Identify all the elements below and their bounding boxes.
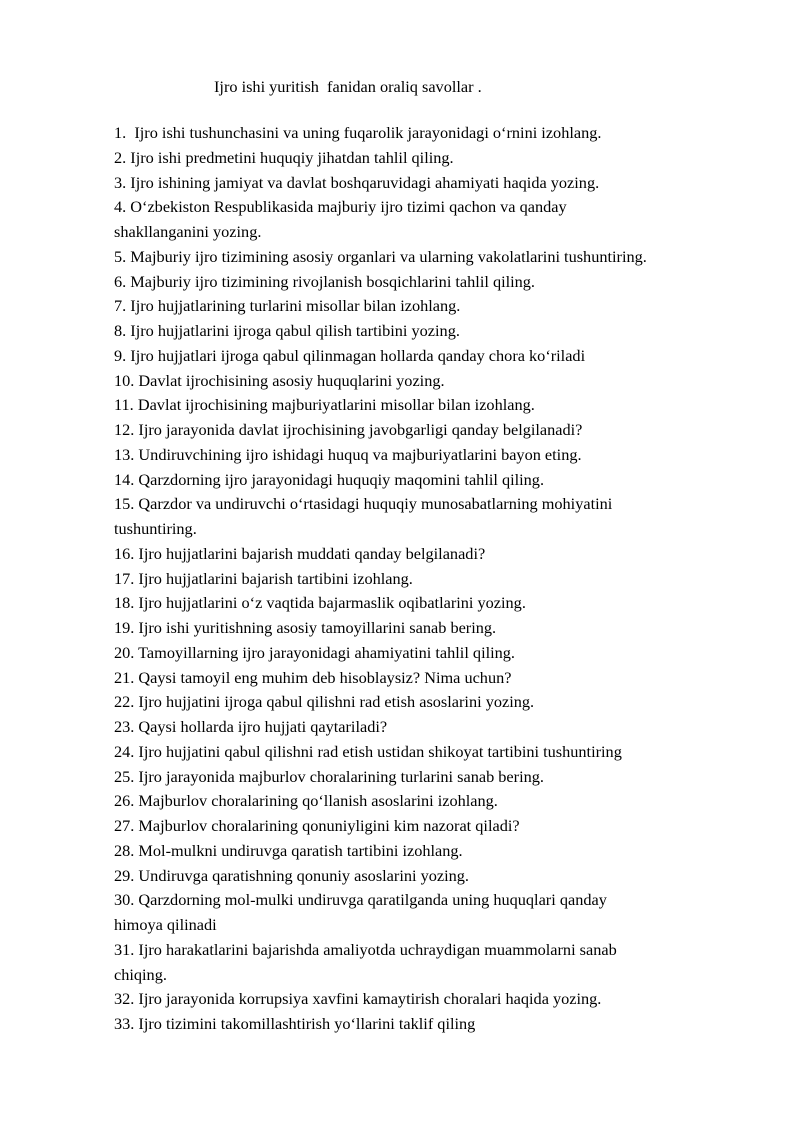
question-item: 8. Ijro hujjatlarini ijroga qabul qilish tartibini yozing. [114,321,460,340]
question-item: 18. Ijro hujjatlarini o‘z vaqtida bajarmaslik oqibatlarini yozing. [114,593,526,613]
question-item: 20. Tamoyillarning ijro jarayonidagi ahamiyatini tahlil qiling. [114,642,515,662]
question-item: 25. Ijro jarayonida majburlov choralarining turlarini sanab bering. [114,766,544,786]
question-item: 5. Majburiy ijro tizimining asosiy organlari va ularning vakolatlarini tushuntiring. [114,246,647,266]
question-item: 21. Qaysi tamoyil eng muhim deb hisoblaysiz? Nima uchun? [114,667,512,687]
question-item: 12. Ijro jarayonida davlat ijrochisining javobgarligi qanday belgilanadi? [114,420,583,439]
question-item: 1. Ijro ishi tushunchasini va uning fuqarolik jarayonidagi o‘rnini izohlang. [114,123,602,142]
question-item: 23. Qaysi hollarda ijro hujjati qaytariladi? [114,717,388,736]
question-item: 6. Majburiy ijro tizimining rivojlanish bosqichlarini tahlil qiling. [114,271,536,291]
question-item: 4. O‘zbekiston Respublikasida majburiy ijro tizimi qachon va qanday shakllanganini yozing. [114,197,567,241]
question-item: 7. Ijro hujjatlarining turlarini misollar bilan izohlang. [114,296,461,316]
question-item: 3. Ijro ishining jamiyat va davlat boshqaruvidagi ahamiyati haqida yozing. [114,172,600,192]
question-item: 2. Ijro ishi predmetini huquqiy jihatdan tahlil qiling. [114,147,454,167]
question-item: 19. Ijro ishi yuritishning asosiy tamoyillarini sanab bering. [114,618,497,637]
question-list [114,121,754,1037]
question-item: 15. Qarzdor va undiruvchi o‘rtasidagi huquqiy munosabatlarning mohiyatini tushuntiring. [114,494,613,538]
question-item: 17. Ijro hujjatlarini bajarish tartibini izohlang. [114,568,413,588]
question-item: 9. Ijro hujjatlari ijroga qabul qilinmagan hollarda qanday chora ko‘riladi [114,345,586,365]
question-item: 29. Undiruvga qaratishning qonuniy asoslarini yozing. [114,865,469,885]
question-item: 26. Majburlov choralarining qo‘llanish asoslarini izohlang. [114,791,498,811]
question-item: 22. Ijro hujjatini ijroga qabul qilishni rad etish asoslarini yozing. [114,692,535,712]
question-item: 31. Ijro harakatlarini bajarishda amaliyotda uchraydigan muammolarni sanab chiqing. [114,939,617,984]
document-title: Ijro ishi yuritish fanidan oraliq savollar . [214,77,482,96]
question-item: 28. Mol-mulkni undiruvga qaratish tartibini izohlang. [114,840,463,860]
question-item: 13. Undiruvchining ijro ishidagi huquq va majburiyatlarini bayon eting. [114,444,582,464]
question-item: 10. Davlat ijrochisining asosiy huquqlarini yozing. [114,370,445,390]
question-item: 24. Ijro hujjatini qabul qilishni rad etish ustidan shikoyat tartibini tushuntiring [114,741,622,761]
question-item: 16. Ijro hujjatlarini bajarish muddati qanday belgilanadi? [114,543,486,563]
question-item: 27. Majburlov choralarining qonuniyligini kim nazorat qiladi? [114,816,520,835]
question-item: 14. Qarzdorning ijro jarayonidagi huquqiy maqomini tahlil qiling. [114,469,545,489]
question-item: 33. Ijro tizimini takomillashtirish yo‘llarini taklif qiling [114,1014,476,1033]
question-item: 30. Qarzdorning mol-mulki undiruvga qaratilganda uning huquqlari qanday himoya qilinadi [114,890,607,934]
question-item: 11. Davlat ijrochisining majburiyatlarini misollar bilan izohlang. [114,395,535,415]
question-item: 32. Ijro jarayonida korrupsiya xavfini kamaytirish choralari haqida yozing. [114,989,602,1009]
